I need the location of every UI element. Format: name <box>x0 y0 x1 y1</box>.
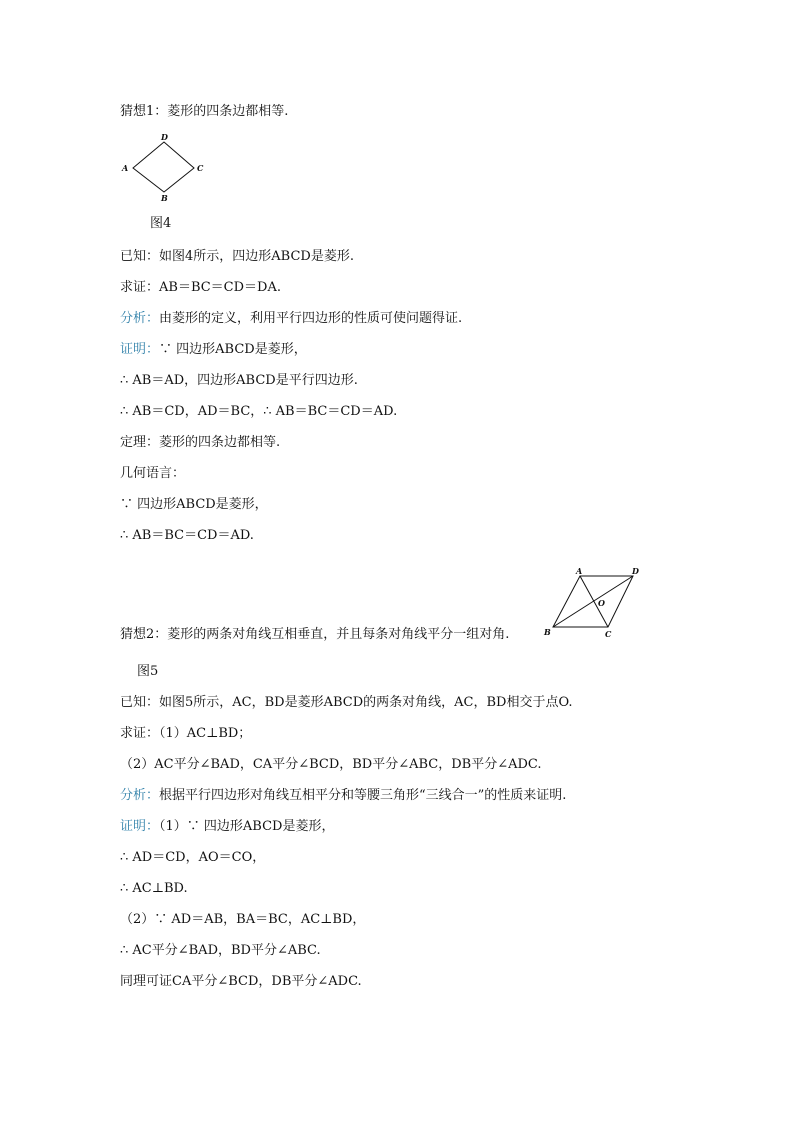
proof-2-line-6: 同理可证CA平分∠BCD，DB平分∠ADC. <box>120 974 362 989</box>
prove-2-line-1: 求证：（1）AC⊥BD； <box>120 726 252 741</box>
analysis-2 <box>120 788 566 804</box>
fig5-label-b: B <box>544 627 551 637</box>
proof-2-line-4: （2）∵ AD＝AB，BA＝BC，AC⊥BD， <box>120 912 366 927</box>
fig5-label-a: A <box>576 566 583 576</box>
rhombus-abcd <box>133 142 194 192</box>
proof-text: （1）∵ 四边形ABCD是菱形， <box>159 819 335 834</box>
proof-label: 证明： <box>120 819 160 834</box>
given-2: 已知：如图5所示，AC，BD是菱形ABCD的两条对角线，AC，BD相交于点O. <box>120 695 573 710</box>
figure-5-caption: 图5 <box>137 664 159 679</box>
geometry-language-line-2: ∴ AB＝BC＝CD＝AD. <box>120 528 254 543</box>
fig5-label-d: D <box>632 566 639 576</box>
conjecture-2: 猜想2：菱形的两条对角线互相垂直，并且每条对角线平分一组对角. <box>120 627 510 642</box>
fig4-label-b: B <box>161 193 168 203</box>
figure-4-caption: 图4 <box>150 216 172 231</box>
fig5-label-c: C <box>605 629 612 639</box>
geometry-language-heading: 几何语言： <box>120 466 186 481</box>
prove-1: 求证：AB＝BC＝CD＝DA. <box>120 280 281 295</box>
proof-text: ∵ 四边形ABCD是菱形， <box>159 342 307 357</box>
given-1: 已知：如图4所示，四边形ABCD是菱形. <box>120 249 354 264</box>
proof-2-line-5: ∴ AC平分∠BAD，BD平分∠ABC. <box>120 943 321 958</box>
figure-5-rhombus <box>538 564 646 640</box>
proof-1 <box>120 342 307 358</box>
analysis-text: 根据平行四边形对角线互相平分和等腰三角形“三线合一”的性质来证明. <box>159 788 567 803</box>
analysis-label: 分析： <box>120 788 160 803</box>
analysis-label: 分析： <box>120 311 160 326</box>
figure-4-rhombus <box>118 130 210 204</box>
prove-2-line-2: （2）AC平分∠BAD，CA平分∠BCD，BD平分∠ABC，DB平分∠ADC. <box>120 757 542 772</box>
proof-2-line-3: ∴ AC⊥BD. <box>120 881 188 896</box>
proof-1-line-3: ∴ AB＝CD，AD＝BC，∴ AB＝BC＝CD＝AD. <box>120 404 398 419</box>
analysis-1 <box>120 311 462 327</box>
proof-label: 证明： <box>120 342 160 357</box>
geometry-language-line-1: ∵ 四边形ABCD是菱形， <box>120 497 268 512</box>
theorem: 定理：菱形的四条边都相等. <box>120 435 281 450</box>
proof-2 <box>120 819 334 835</box>
fig5-label-o: O <box>598 598 605 608</box>
conjecture-1: 猜想1：菱形的四条边都相等. <box>120 104 289 119</box>
proof-1-line-2: ∴ AB＝AD，四边形ABCD是平行四边形. <box>120 373 358 388</box>
proof-2-line-2: ∴ AD＝CD，AO＝CO， <box>120 850 266 865</box>
analysis-text: 由菱形的定义，利用平行四边形的性质可使问题得证. <box>159 311 463 326</box>
fig4-label-d: D <box>161 132 168 142</box>
fig4-label-a: A <box>122 163 129 173</box>
fig4-label-c: C <box>197 163 204 173</box>
